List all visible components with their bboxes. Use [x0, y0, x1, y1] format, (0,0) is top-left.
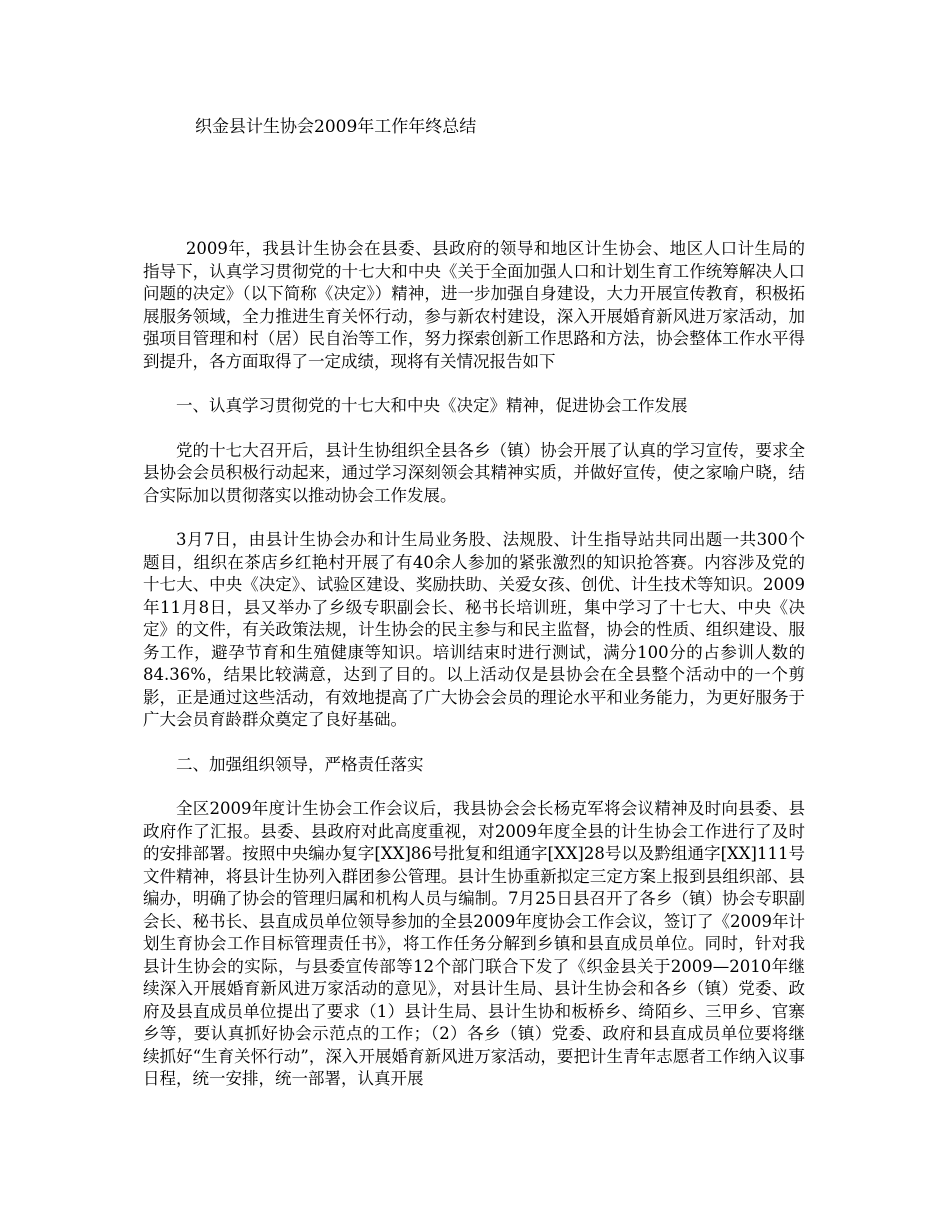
section-1-paragraph-2: 3月7日，由县计生协会办和计生局业务股、法规股、计生指导站共同出题一共300个题目，组织在茶店乡红艳村开展了有40余人参加的紧张激烈的知识抢答赛。内容涉及党的十七大、中央《决定》、试验区建设、奖励扶助、关爱女孩、创优、计生技术等知识。2009年11月8日，县又举办了乡级专职副会长、秘书长培训班，集中学习了十七大、中央《决定》的文件，有关政策法规，计生协会的民主参与和民主监督，协会的性质、组织建设、服务工作，避孕节育和生殖健康等知识。培训结束时进行测试，满分100分的占参训人数的84.36%，结果比较满意，达到了目的。以上活动仅是县协会在全县整个活动中的一个剪影，正是通过这些活动，有效地提高了广大协会会员的理论水平和业务能力，为更好服务于广大会员育龄群众奠定了良好基础。	[143, 530, 805, 729]
section-1-paragraph-1: 党的十七大召开后，县计生协组织全县各乡（镇）协会开展了认真的学习宣传，要求全县协会会员积极行动起来，通过学习深刻领会其精神实质，并做好宣传，使之家喻户晓，结合实际加以贯彻落实以推动协会工作发展。	[143, 440, 805, 505]
section-2-paragraph-1: 全区2009年度计生协会工作会议后，我县协会会长杨克军将会议精神及时向县委、县政府作了汇报。县委、县政府对此高度重视，对2009年度全县的计生协会工作进行了及时的安排部署。按照中央编办复字[XX]86号批复和组通字[XX]28号以及黔组通字[XX]111号文件精神，将县计生协列入群团参公管理。县计生协重新拟定三定方案上报到县组织部、县编办，明确了协会的管理归属和机构人员与编制。7月25日县召开了各乡（镇）协会专职副会长、秘书长、县直成员单位领导参加的全县2009年度协会工作会议，签订了《2009年计划生育协会工作目标管理责任书》，将工作任务分解到乡镇和县直成员单位。同时，针对我县计生协会的实际，与县委宣传部等12个部门联合下发了《织金县关于2009—2010年继续深入开展婚育新风进万家活动的意见》，对县计生局、县计生协会和各乡（镇）党委、政府及县直成员单位提出了要求（1）县计生局、县计生协和板桥乡、绮陌乡、三甲乡、官寨乡等，要认真抓好协会示范点的工作；（2）各乡（镇）党委、政府和县直成员单位要将继续抓好“生育关怀行动”，深入开展婚育新风进万家活动，要把计生青年志愿者工作纳入议事日程，统一安排，统一部署，认真开展	[143, 799, 805, 1088]
section-2-heading: 二、加强组织领导，严格责任落实	[176, 754, 424, 774]
document-body	[143, 238, 805, 1113]
document-title: 织金县计生协会2009年工作年终总结	[195, 117, 477, 137]
section-1-heading: 一、认真学习贯彻党的十七大和中央《决定》精神，促进协会工作发展	[176, 396, 688, 415]
intro-paragraph: 2009年，我县计生协会在县委、县政府的领导和地区计生协会、地区人口计生局的指导下，认真学习贯彻党的十七大和中央《关于全面加强人口和计划生育工作统筹解决人口问题的决定》（以下简称《决定》）精神，进一步加强自身建设，大力开展宣传教育，积极拓展服务领域，全力推进生育关怀行动，参与新农村建设，深入开展婚育新风进万家活动，加强项目管理和村（居）民自治等工作，努力探索创新工作思路和方法，协会整体工作水平得到提升，各方面取得了一定成绩，现将有关情况报告如下	[143, 239, 805, 371]
